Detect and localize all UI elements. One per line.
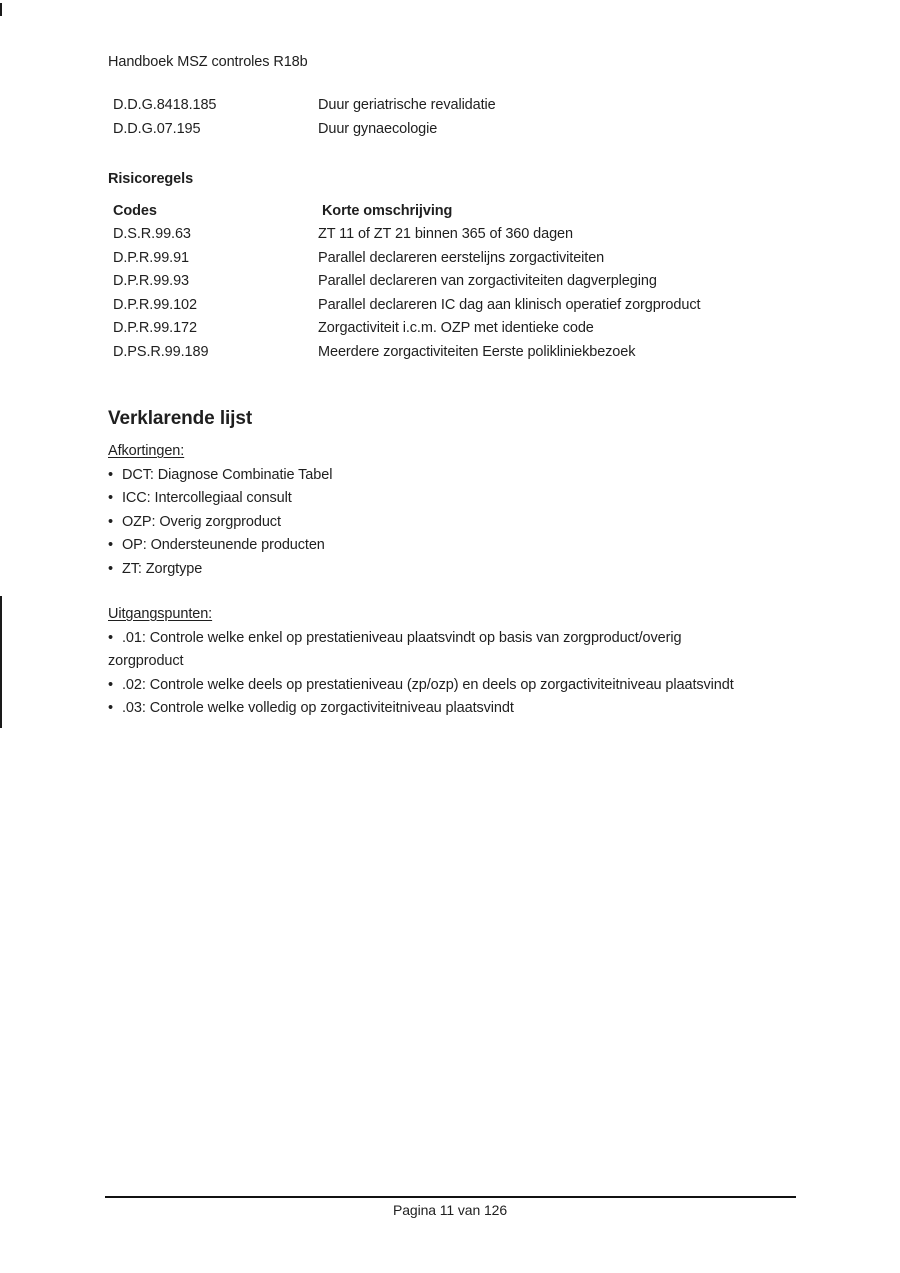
list-item-text: .01: Controle welke enkel op prestatieniveau plaatsvindt op basis van zorgproduct/overig xyxy=(122,629,682,646)
list-item xyxy=(108,674,798,698)
list-item-text: zorgproduct xyxy=(108,653,184,669)
codes-column-header: Codes xyxy=(113,202,157,219)
list-item xyxy=(108,534,798,558)
table-row xyxy=(108,223,798,247)
table-row xyxy=(108,247,798,271)
principles-list xyxy=(108,627,798,721)
description-cell: ZT 11 of ZT 21 binnen 365 of 360 dagen xyxy=(318,226,573,242)
duration-rules-table xyxy=(108,94,798,141)
table-row xyxy=(108,118,798,142)
code-cell: D.P.R.99.91 xyxy=(113,249,190,266)
principles-heading: Uitgangspunten: xyxy=(108,606,213,622)
bullet-icon: • xyxy=(108,676,113,693)
bullet-icon: • xyxy=(108,537,113,553)
page-content xyxy=(108,0,798,721)
description-cell: Parallel declareren eerstelijns zorgactiviteiten xyxy=(318,249,605,266)
scan-artifact-line-top xyxy=(0,3,2,16)
code-cell: D.PS.R.99.189 xyxy=(113,343,209,360)
bullet-icon: • xyxy=(108,560,113,577)
description-cell: Duur gynaecologie xyxy=(318,120,438,137)
list-item xyxy=(108,697,798,721)
list-item xyxy=(108,464,798,488)
description-cell: Duur geriatrische revalidatie xyxy=(318,97,496,113)
list-item-text: ZT: Zorgtype xyxy=(122,560,203,577)
table-row xyxy=(108,94,798,118)
table-row xyxy=(108,317,798,341)
bullet-icon: • xyxy=(108,466,113,483)
table-header-row xyxy=(108,200,798,224)
abbreviations-list xyxy=(108,464,798,582)
list-item-text: .02: Controle welke deels op prestatieniveau (zp/ozp) en deels op zorgactiviteitniveau plaatsvindt xyxy=(122,676,734,693)
abbreviations-heading: Afkortingen: xyxy=(108,443,185,459)
scan-artifact-line-left xyxy=(0,596,2,728)
glossary-heading: Verklarende lijst xyxy=(108,408,253,429)
document-header-title: Handboek MSZ controles R18b xyxy=(108,54,308,70)
risk-rules-table xyxy=(108,200,798,365)
page-number: Pagina 11 van 126 xyxy=(392,1202,508,1218)
bullet-icon: • xyxy=(108,700,113,716)
bullet-icon: • xyxy=(108,629,113,646)
code-cell: D.P.R.99.172 xyxy=(113,320,197,336)
list-item-text: OZP: Overig zorgproduct xyxy=(122,513,281,530)
list-item-text: ICC: Intercollegiaal consult xyxy=(122,490,292,506)
code-cell: D.D.G.07.195 xyxy=(113,120,201,137)
list-item xyxy=(108,627,798,651)
code-cell: D.P.R.99.102 xyxy=(113,296,197,313)
footer-divider xyxy=(105,1196,796,1198)
list-item xyxy=(108,487,798,511)
table-row xyxy=(108,270,798,294)
list-item xyxy=(108,511,798,535)
code-cell: D.P.R.99.93 xyxy=(113,273,190,289)
bullet-icon: • xyxy=(108,513,113,530)
risk-rules-heading: Risicoregels xyxy=(108,171,194,187)
code-cell: D.D.G.8418.185 xyxy=(113,97,217,113)
table-row xyxy=(108,341,798,365)
description-cell: Parallel declareren IC dag aan klinisch operatief zorgproduct xyxy=(318,296,701,313)
list-item xyxy=(108,558,798,582)
table-row xyxy=(108,294,798,318)
description-cell: Zorgactiviteit i.c.m. OZP met identieke code xyxy=(318,320,594,336)
risk-rules-rows xyxy=(108,223,798,364)
list-item-text: DCT: Diagnose Combinatie Tabel xyxy=(122,466,333,483)
description-cell: Parallel declareren van zorgactiviteiten dagverpleging xyxy=(318,273,657,289)
code-cell: D.S.R.99.63 xyxy=(113,226,191,242)
bullet-icon: • xyxy=(108,490,113,506)
list-item-wrap-line xyxy=(108,650,798,674)
list-item-text: OP: Ondersteunende producten xyxy=(122,537,325,553)
description-column-header: Korte omschrijving xyxy=(321,202,453,219)
description-cell: Meerdere zorgactiviteiten Eerste polikliniekbezoek xyxy=(318,343,636,360)
list-item-text: .03: Controle welke volledig op zorgactiviteitniveau plaatsvindt xyxy=(122,700,514,716)
